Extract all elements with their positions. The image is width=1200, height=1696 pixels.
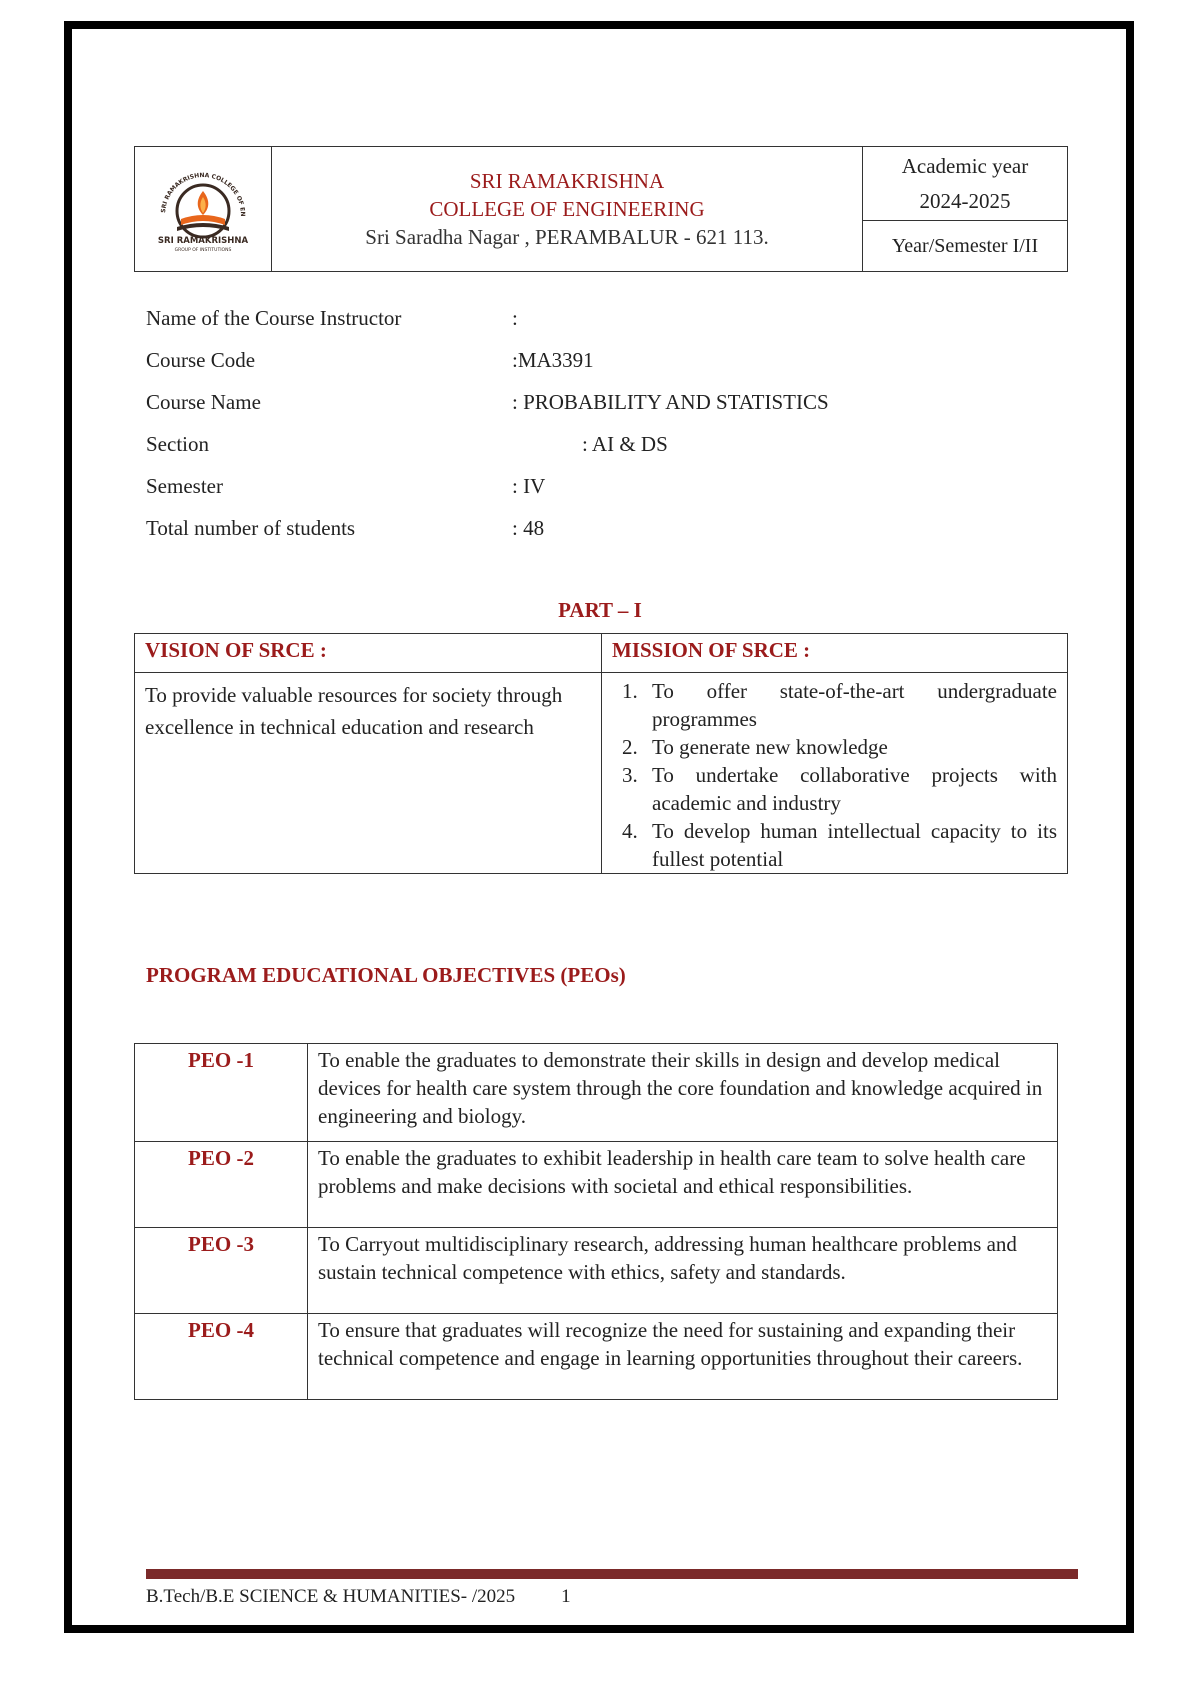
college-name-line1: SRI RAMAKRISHNA (469, 169, 665, 193)
college-logo (151, 155, 255, 259)
header-table (134, 146, 1068, 272)
peo-table (134, 1043, 1058, 1400)
mission-item (612, 761, 1057, 817)
mission-item-text: To offer state-of-the-art undergraduate programmes (652, 679, 1057, 731)
peo-label: PEO -2 (135, 1142, 308, 1228)
logo-name-text: SRI RAMAKRISHNA (157, 235, 249, 246)
mission-item-text: To generate new knowledge (652, 735, 888, 759)
year-semester-cell (863, 221, 1068, 272)
info-value: :MA3391 (512, 348, 594, 372)
academic-year-value: 2024-2025 (919, 188, 1011, 213)
mission-item-number: 1. (622, 679, 638, 703)
peo-label: PEO -4 (135, 1314, 308, 1400)
logo-sub-text: GROUP OF INSTITUTIONS (174, 247, 232, 253)
mission-cell (602, 673, 1068, 874)
academic-year-cell (863, 147, 1068, 221)
info-value: : IV (512, 474, 546, 498)
info-value: : AI & DS (582, 432, 668, 456)
footer (146, 1586, 571, 1608)
footer-text: B.Tech/B.E SCIENCE & HUMANITIES- /2025 (146, 1586, 516, 1607)
college-cell (272, 147, 863, 272)
college-name-line2: COLLEGE OF ENGINEERING (429, 197, 705, 221)
info-value: : 48 (512, 516, 545, 540)
info-label: Semester (146, 474, 223, 498)
info-label: Course Name (146, 390, 261, 414)
info-label: Section (146, 432, 209, 456)
mission-item-number: 3. (622, 763, 638, 787)
info-label: Course Code (146, 348, 256, 372)
logo-cell (135, 147, 272, 272)
mission-item (612, 817, 1057, 873)
part-title: PART – I (558, 598, 642, 622)
vision-heading: VISION OF SRCE : (135, 634, 602, 673)
peo-row (135, 1314, 1058, 1400)
mission-item-text: To undertake collaborative projects with academic and industry (652, 763, 1057, 815)
info-label: Total number of students (146, 516, 356, 540)
footer-bar (146, 1569, 1078, 1579)
academic-year-label: Academic year (901, 153, 1029, 178)
college-address: Sri Saradha Nagar , PERAMBALUR - 621 113. (365, 225, 769, 249)
peo-row (135, 1142, 1058, 1228)
page-number: 1 (561, 1586, 571, 1607)
mission-item-number: 2. (622, 735, 638, 759)
mission-item-text: To develop human intellectual capacity to its fullest potential (652, 819, 1057, 871)
mission-item (612, 677, 1057, 733)
peo-heading: PROGRAM EDUCATIONAL OBJECTIVES (PEOs) (146, 963, 626, 987)
peo-row (135, 1228, 1058, 1314)
mission-heading: MISSION OF SRCE : (602, 634, 1068, 673)
mission-list (612, 677, 1057, 873)
peo-text: To ensure that graduates will recognize the need for sustaining and expanding their technical competence and engage in learning opportunities throughout their careers. (308, 1314, 1058, 1400)
mission-item (612, 733, 1057, 761)
peo-label: PEO -1 (135, 1044, 308, 1142)
peo-text: To enable the graduates to exhibit leadership in health care team to solve health care problems and make decisions with societal and ethical responsibilities. (308, 1142, 1058, 1228)
vision-mission-table (134, 633, 1068, 874)
info-label: Name of the Course Instructor (146, 306, 402, 330)
year-semester: Year/Semester I/II (891, 234, 1039, 257)
mission-item-number: 4. (622, 819, 638, 843)
peo-label: PEO -3 (135, 1228, 308, 1314)
vision-text: To provide valuable resources for society through excellence in technical education and research (135, 673, 602, 874)
peo-text: To Carryout multidisciplinary research, addressing human healthcare problems and sustain technical competence with ethics, safety and standards. (308, 1228, 1058, 1314)
peo-text: To enable the graduates to demonstrate their skills in design and develop medical devices for health care system through the core foundation and knowledge acquired in engineering and biology. (308, 1044, 1058, 1142)
info-value: : (512, 306, 518, 330)
info-value: : PROBABILITY AND STATISTICS (512, 390, 829, 414)
logo-arc-text: SRI RAMAKRISHNA COLLEGE OF EN (160, 171, 247, 217)
peo-row (135, 1044, 1058, 1142)
